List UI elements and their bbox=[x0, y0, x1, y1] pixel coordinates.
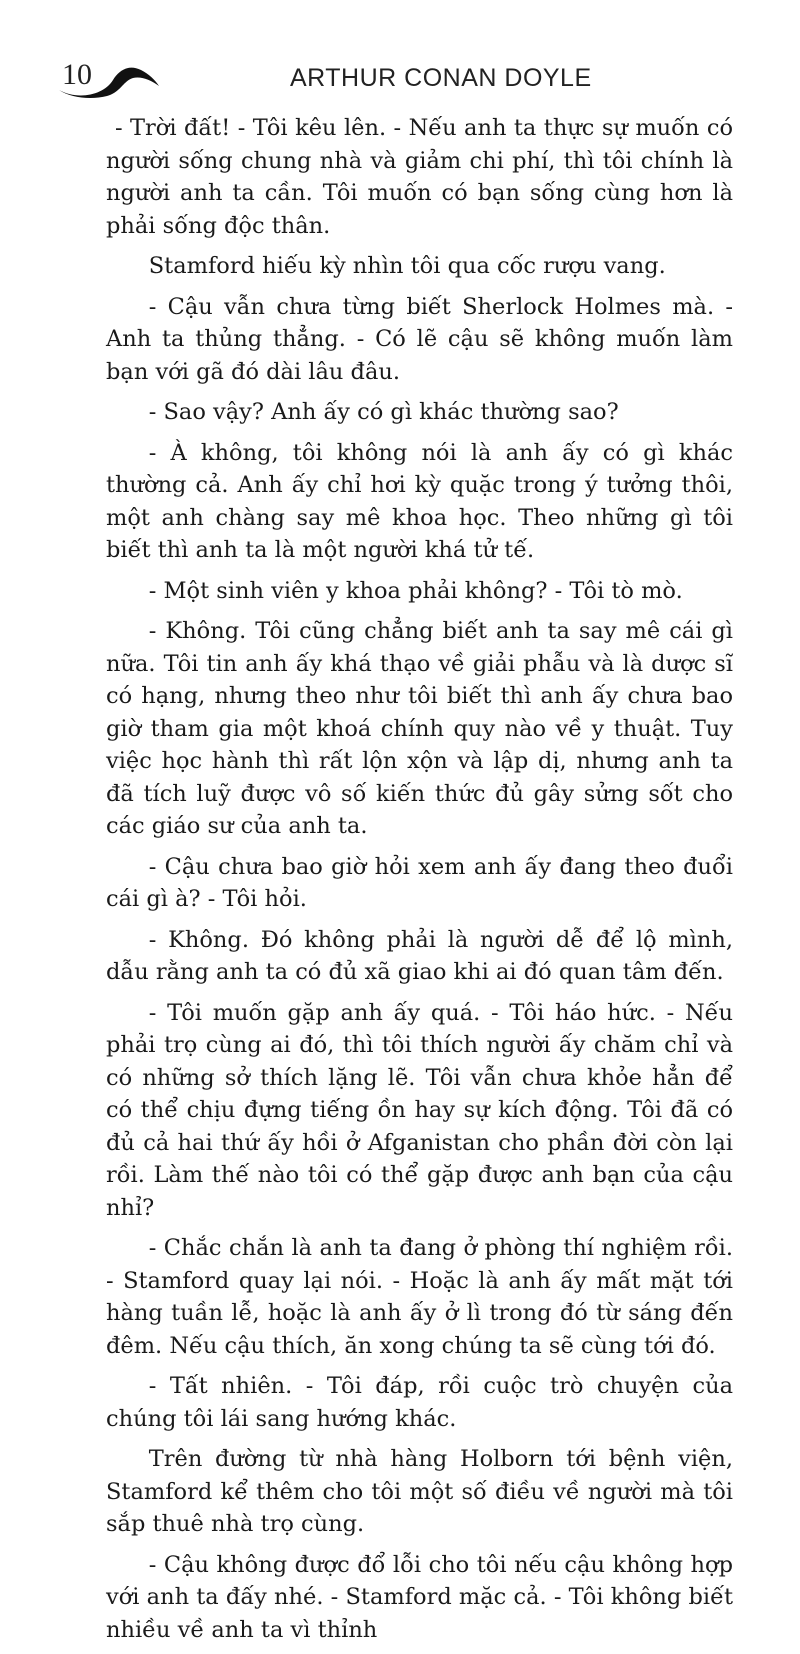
paragraph: - Sao vậy? Anh ấy có gì khác thường sao? bbox=[148, 399, 619, 425]
paragraph: - Cậu vẫn chưa từng biết Sherlock Holmes mà. - Anh ta thủng thẳng. - Có lẽ cậu sẽ không muốn làm bạn với gã đó dài lâu đâu. bbox=[106, 293, 733, 385]
paragraph: Stamford hiếu kỳ nhìn tôi qua cốc rượu vang. bbox=[148, 253, 666, 279]
book-body-text bbox=[107, 112, 733, 1654]
paragraph: - Không. Tôi cũng chẳng biết anh ta say mê cái gì nữa. Tôi tin anh ấy khá thạo về giải phẫu và là dược sĩ có hạng, nhưng theo như tôi biết thì anh ấy chưa bao giờ tham gia một khoá chính quy nào về y thuật. Tuy việc học hành thì rất lộn xộn và lập dị, nhưng anh ta đã tích luỹ được vô số kiến thức đủ gây sửng sốt cho các giáo sư của anh ta. bbox=[106, 618, 733, 839]
paragraph: - Tôi muốn gặp anh ấy quá. - Tôi háo hức. - Nếu phải trọ cùng ai đó, thì tôi thích người ấy chăm chỉ và có những sở thích lặng lẽ. Tôi vẫn chưa khỏe hẳn để có thể chịu đựng tiếng ồn hay sự kích động. Tôi đã có đủ cả hai thứ ấy hồi ở Afganistan cho phần đời còn lại rồi. Làm thế nào tôi có thể gặp được anh bạn của cậu nhỉ? bbox=[106, 999, 733, 1221]
paragraph: - À không, tôi không nói là anh ấy có gì khác thường cả. Anh ấy chỉ hơi kỳ quặc trong ý tưởng thôi, một anh chàng say mê khoa học. Theo những gì tôi biết thì anh ta là một người khá tử tế. bbox=[106, 439, 733, 563]
paragraph: - Tất nhiên. - Tôi đáp, rồi cuộc trò chuyện của chúng tôi lái sang hướng khác. bbox=[106, 1373, 733, 1432]
paragraph: - Cậu chưa bao giờ hỏi xem anh ấy đang theo đuổi cái gì à? - Tôi hỏi. bbox=[106, 853, 733, 912]
paragraph: - Không. Đó không phải là người dễ để lộ mình, dẫu rằng anh ta có đủ xã giao khi ai đó quan tâm đến. bbox=[106, 926, 733, 985]
paragraph: - Chắc chắn là anh ta đang ở phòng thí nghiệm rồi. - Stamford quay lại nói. - Hoặc là anh ấy mất mặt tới hàng tuần lễ, hoặc là anh ấy ở lì trong đó từ sáng đến đêm. Nếu cậu thích, ăn xong chúng ta sẽ cùng tới đó. bbox=[106, 1235, 733, 1359]
page-header bbox=[0, 0, 800, 110]
paragraph: - Một sinh viên y khoa phải không? - Tôi tò mò. bbox=[148, 577, 683, 604]
paragraph: - Cậu không được đổ lỗi cho tôi nếu cậu không hợp với anh ta đấy nhé. - Stamford mặc cả. - Tôi không biết nhiều về anh ta vì thỉnh bbox=[106, 1551, 733, 1643]
paragraph: Trên đường từ nhà hàng Holborn tới bệnh viện, Stamford kể thêm cho tôi một số điều về người mà tôi sắp thuê nhà trọ cùng. bbox=[106, 1446, 733, 1537]
running-head-author: ARTHUR CONAN DOYLE bbox=[290, 64, 592, 92]
page-number: 10 bbox=[62, 58, 92, 91]
paragraph: - Trời đất! - Tôi kêu lên. - Nếu anh ta thực sự muốn có người sống chung nhà và giảm chi phí, thì tôi chính là người anh ta cần. Tôi muốn có bạn sống cùng hơn là phải sống độc thân. bbox=[106, 115, 733, 239]
